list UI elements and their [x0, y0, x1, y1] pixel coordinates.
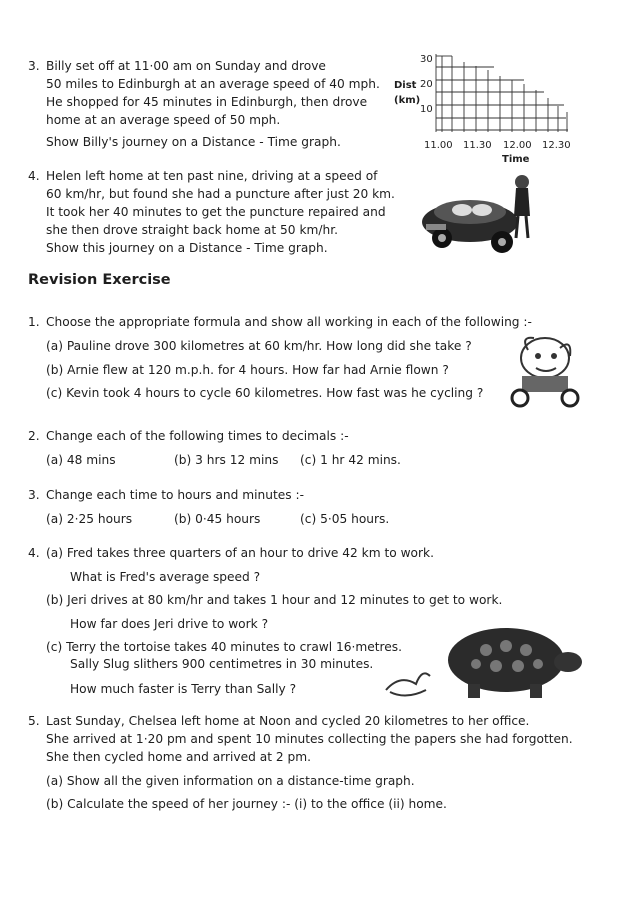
r3-text: Change each time to hours and minutes :-: [46, 488, 304, 502]
r5-a: (a) Show all the given information on a distance-time graph.: [46, 774, 415, 788]
r4-a-line-2: What is Fred's average speed ?: [70, 570, 261, 584]
graph-xtick-1130: 11.30: [463, 140, 492, 151]
q4-line-5: Show this journey on a Distance - Time graph.: [46, 241, 328, 255]
graph-ylabel-km: (km): [394, 95, 421, 106]
q3-line-3: He shopped for 45 minutes in Edinburgh, then drove: [46, 95, 368, 109]
graph-ylabel-dist: Dist: [394, 80, 417, 91]
r2-number: 2.: [28, 429, 40, 443]
r5-line-2: She arrived at 1·20 pm and spent 10 minutes collecting the papers she had forgotten.: [46, 732, 573, 746]
r4-c-line-1: (c) Terry the tortoise takes 40 minutes to crawl 16·metres.: [46, 640, 403, 654]
q4-line-4: she then drove straight back home at 50 km/hr.: [46, 223, 338, 237]
q3-instruction: Show Billy's journey on a Distance - Time graph.: [46, 135, 341, 149]
r3-c: (c) 5·05 hours.: [300, 512, 390, 526]
graph-ytick-30: 30: [420, 54, 433, 65]
graph-xtick-1100: 11.00: [424, 140, 453, 151]
car-puncture-illustration: [418, 172, 558, 272]
r4-a-line-1: (a) Fred takes three quarters of an hour to drive 42 km to work.: [46, 546, 434, 560]
r3-a: (a) 2·25 hours: [46, 512, 133, 526]
q3-number: 3.: [28, 59, 40, 73]
r4-number: 4.: [28, 546, 40, 560]
q4-line-2: 60 km/hr, but found she had a puncture after just 20 km.: [46, 187, 395, 201]
r5-line-1: Last Sunday, Chelsea left home at Noon and cycled 20 kilometres to her office.: [46, 714, 530, 728]
distance-time-grid: [434, 52, 570, 132]
r2-a: (a) 48 mins: [46, 453, 116, 467]
r2-text: Change each of the following times to decimals :-: [46, 429, 349, 443]
r2-c: (c) 1 hr 42 mins.: [300, 453, 401, 467]
r3-number: 3.: [28, 488, 40, 502]
r1-a: (a) Pauline drove 300 kilometres at 60 km/hr. How long did she take ?: [46, 339, 472, 353]
r2-b: (b) 3 hrs 12 mins: [174, 453, 279, 467]
r4-c-line-2: Sally Slug slithers 900 centimetres in 30 minutes.: [70, 657, 374, 671]
q4-line-3: It took her 40 minutes to get the puncture repaired and: [46, 205, 386, 219]
r4-b-line-2: How far does Jeri drive to work ?: [70, 617, 269, 631]
r3-b: (b) 0·45 hours: [174, 512, 261, 526]
r1-text: Choose the appropriate formula and show all working in each of the following :-: [46, 315, 532, 329]
graph-ytick-20: 20: [420, 79, 433, 90]
graph-ytick-10: 10: [420, 104, 433, 115]
r1-c: (c) Kevin took 4 hours to cycle 60 kilometres. How fast was he cycling ?: [46, 386, 484, 400]
r5-b: (b) Calculate the speed of her journey :- (i) to the office (ii) home.: [46, 797, 447, 811]
graph-xtick-1230: 12.30: [542, 140, 571, 151]
revision-title: Revision Exercise: [28, 272, 171, 288]
graph-xlabel: Time: [502, 154, 530, 165]
q3-line-2: 50 miles to Edinburgh at an average speed of 40 mph.: [46, 77, 380, 91]
r1-number: 1.: [28, 315, 40, 329]
q4-number: 4.: [28, 169, 40, 183]
r5-number: 5.: [28, 714, 40, 728]
q3-line-4: home at an average speed of 50 mph.: [46, 113, 281, 127]
tortoise-slug-illustration: [386, 620, 586, 710]
q3-line-1: Billy set off at 11·00 am on Sunday and drove: [46, 59, 326, 73]
graph-xtick-1200: 12.00: [503, 140, 532, 151]
r5-line-3: She then cycled home and arrived at 2 pm.: [46, 750, 311, 764]
r4-b-line-1: (b) Jeri drives at 80 km/hr and takes 1 hour and 12 minutes to get to work.: [46, 593, 503, 607]
arnie-cartoon-illustration: [500, 328, 590, 408]
r4-c-line-3: How much faster is Terry than Sally ?: [70, 682, 297, 696]
q4-line-1: Helen left home at ten past nine, driving at a speed of: [46, 169, 378, 183]
r1-b: (b) Arnie flew at 120 m.p.h. for 4 hours. How far had Arnie flown ?: [46, 363, 449, 377]
